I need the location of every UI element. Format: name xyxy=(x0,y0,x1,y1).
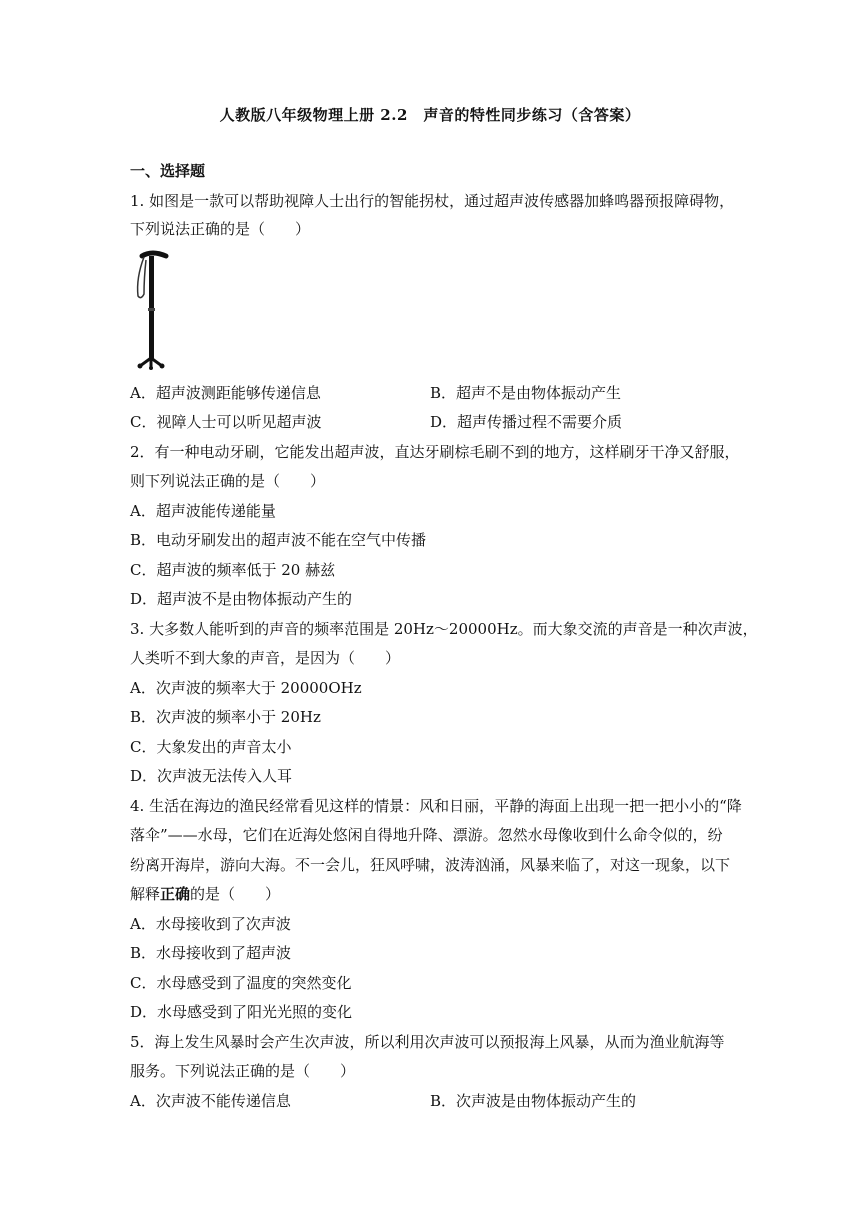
question-3-option-a: A．次声波的频率大于 20000OHz xyxy=(130,679,362,697)
question-3-option-c: C．大象发出的声音太小 xyxy=(130,738,292,756)
question-4-option-a: A．水母接收到了次声波 xyxy=(130,915,291,933)
question-4-option-b: B．水母接收到了超声波 xyxy=(130,944,292,962)
question-4-option-d: D．水母感受到了阳光光照的变化 xyxy=(130,1003,353,1021)
question-4-line-2: 落伞”——水母，它们在近海处悠闲自得地升降、漂游。忽然水母像收到什么命令似的，纷 xyxy=(130,826,723,844)
question-3-line-2: 人类听不到大象的声音，是因为（ ） xyxy=(130,649,401,667)
question-4-line-4-start: 解释 xyxy=(130,885,161,903)
question-2-option-d: D．超声波不是由物体振动产生的 xyxy=(130,590,353,608)
question-4-emphasis: 正确 xyxy=(160,885,191,903)
question-4-line-4 xyxy=(130,883,280,904)
question-2-option-b: B．电动牙刷发出的超声波不能在空气中传播 xyxy=(130,531,427,549)
question-4-line-3: 纷离开海岸，游向大海。不一会儿，狂风呼啸，波涛汹涌，风暴来临了，对这一现象，以下 xyxy=(130,856,731,874)
walking-cane-image xyxy=(128,248,176,370)
question-3-option-b: B．次声波的频率小于 20Hz xyxy=(130,708,321,726)
question-2-line-1: 2．有一种电动牙刷，它能发出超声波，直达牙刷棕毛刷不到的地方，这样刷牙干净又舒服， xyxy=(130,443,740,461)
document-title: 人教版八年级物理上册 2.2 声音的特性同步练习（含答案） xyxy=(219,106,641,124)
question-5-line-1: 5．海上发生风暴时会产生次声波，所以利用次声波可以预报海上风暴，从而为渔业航海等 xyxy=(130,1033,725,1051)
question-4-line-4-end: 的是（ ） xyxy=(190,885,281,903)
question-2-option-c: C．超声波的频率低于 20 赫兹 xyxy=(130,561,336,579)
question-4-line-1: 4. 生活在海边的渔民经常看见这样的情景：风和日丽，平静的海面上出现一把一把小小的“降 xyxy=(130,797,742,815)
question-3-option-d: D．次声波无法传入人耳 xyxy=(130,767,293,785)
question-3-line-1: 3. 大多数人能听到的声音的频率范围是 20Hz～20000Hz。而大象交流的声音是一种次声波， xyxy=(130,620,758,638)
question-1-option-d: D．超声传播过程不需要介质 xyxy=(430,413,623,431)
question-2-line-2: 则下列说法正确的是（ ） xyxy=(130,472,326,490)
question-1-option-b: B．超声不是由物体振动产生 xyxy=(430,384,622,402)
question-2-option-a: A．超声波能传递能量 xyxy=(130,502,276,520)
question-1-option-a: A．超声波测距能够传递信息 xyxy=(130,384,321,402)
question-4-option-c: C．水母感受到了温度的突然变化 xyxy=(130,974,352,992)
question-5-option-b: B．次声波是由物体振动产生的 xyxy=(430,1092,637,1110)
question-1-option-c: C．视障人士可以听见超声波 xyxy=(130,413,322,431)
section-heading: 一、选择题 xyxy=(130,162,206,180)
question-5-line-2: 服务。下列说法正确的是（ ） xyxy=(130,1062,356,1080)
question-1-line-1: 1. 如图是一款可以帮助视障人士出行的智能拐杖，通过超声波传感器加蜂鸣器预报障碍物， xyxy=(130,192,735,210)
question-1-line-2: 下列说法正确的是（ ） xyxy=(130,220,311,238)
question-5-option-a: A．次声波不能传递信息 xyxy=(130,1092,291,1110)
